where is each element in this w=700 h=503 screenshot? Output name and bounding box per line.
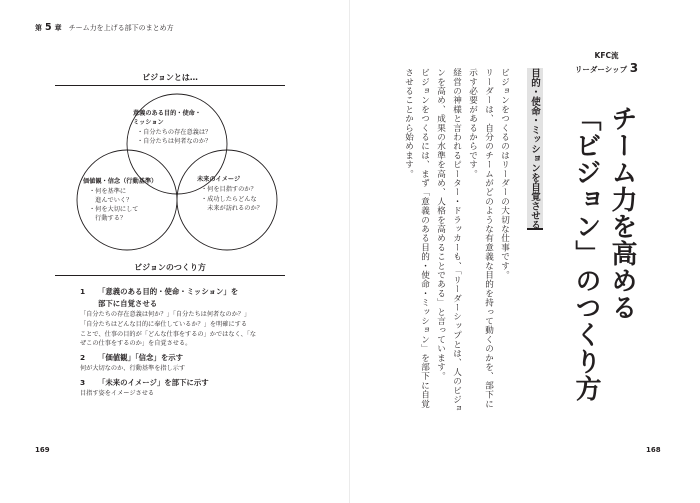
future-heading: 未来のイメージ: [197, 176, 241, 183]
vision-section-title: ビジョンとは…: [142, 73, 198, 82]
subheading-box: [527, 68, 543, 230]
step-body-line: 「自分たちの存在意義は何か？」「自分たちは何者なのか？」: [80, 310, 251, 318]
running-head: [35, 22, 174, 33]
right-page: [350, 0, 700, 503]
step-number: 3: [80, 378, 86, 388]
step-body-line: 「自分たちはどんな目的に奉仕しているか？」を明確にする: [80, 320, 248, 328]
chapter-suffix: 章: [54, 23, 62, 32]
body-column: ビジョンをつくるには、まず「意義のある目的・使命・ミッション」を部下に自覚: [419, 68, 430, 409]
values-heading: 価値観・信念（行動基準）: [83, 178, 158, 185]
body-column: させることから始めます。: [403, 68, 414, 179]
step-body-line: ことで、仕事の目的が「どんな仕事をするの」かではなく、「な: [80, 330, 257, 338]
series-label: [569, 50, 644, 75]
future-item: ・何を目指すのか？: [201, 186, 257, 193]
series-label-leadership: リーダーシップ: [574, 65, 628, 74]
values-item: 行動する？: [89, 215, 127, 222]
step-title: 「未来のイメージ」を部下に示す: [98, 378, 209, 388]
step-number: 1: [80, 287, 86, 296]
title-line-1: チーム力を高める: [607, 105, 637, 321]
values-item: 進んでいく？: [89, 197, 133, 204]
step-title: 「価値観」「信念」を示す: [98, 353, 183, 363]
body-column: 示す必要があるからです。: [467, 68, 478, 179]
series-label-name: KFC流: [594, 51, 619, 60]
title-line-2: 「ビジョン」のつくり方: [571, 105, 601, 402]
step-heading: [80, 352, 290, 364]
vision-section-rule: [55, 85, 285, 86]
meaning-heading-2: ミッション: [133, 119, 164, 126]
vision-venn-diagram: [75, 92, 280, 252]
series-number: 3: [629, 61, 639, 75]
step-body-line: 目指す姿をイメージさせる: [80, 389, 155, 397]
step-heading: [80, 377, 290, 389]
step-heading: [80, 286, 290, 298]
body-column: 経営の神様と言われるピーター・ドラッカーも、「リーダーシップとは、人のビジョ: [451, 68, 462, 414]
page-number-right: 168: [646, 446, 661, 454]
chapter-number: 5: [45, 22, 52, 33]
making-section-title: ビジョンのつくり方: [134, 263, 206, 272]
step-number: 2: [80, 353, 86, 363]
step-title: 「意義のある目的・使命・ミッション」を: [98, 287, 239, 296]
chapter-title: チーム力を上げる部下のまとめ方: [68, 23, 174, 32]
page-number-left: 169: [35, 446, 50, 454]
meaning-item: ・自分たちは何者なのか？: [137, 138, 212, 145]
values-item: ・何を大切にして: [89, 206, 139, 213]
meaning-heading-1: 意義のある目的・使命・: [133, 110, 202, 117]
meaning-item: ・自分たちの存在意義は？: [137, 129, 212, 136]
chapter-prefix: 第: [35, 23, 42, 32]
step-title-cont: 部下に自覚させる: [98, 298, 158, 308]
body-column: ビジョンをつくるのはリーダーの大切な仕事です。: [499, 68, 510, 280]
values-item: ・何を基準に: [89, 188, 127, 195]
step-body-line: ぜこの仕事をするのか」を自覚させる。: [80, 340, 192, 348]
future-item: 未来が訪れるのか？: [201, 205, 263, 212]
step-body-line: 何が大切なのか、行動基準を指し示す: [80, 365, 186, 373]
subheading: 目的・使命・ミッションを自覚させる: [529, 68, 540, 230]
vision-steps: [80, 286, 290, 399]
body-column: リーダーは、自分のチームがどのような有意義な目的を持って動くのかを、部下に: [483, 68, 494, 409]
future-item: ・成功したらどんな: [201, 196, 257, 203]
series-label-line-2: [569, 61, 644, 75]
making-section-rule: [55, 275, 285, 276]
body-column: ンを高め、成果の水準を高め、人格を高めることである」と言っています。: [435, 68, 446, 381]
